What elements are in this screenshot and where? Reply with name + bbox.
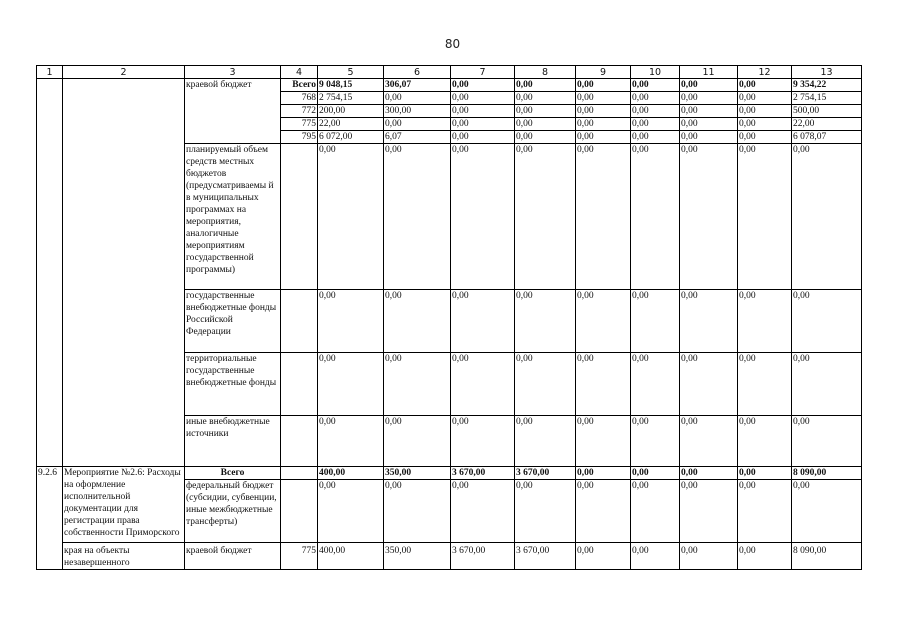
code-cell: 768 (281, 92, 318, 105)
value-cell: 0,00 (515, 353, 576, 416)
column-header: 5 (318, 66, 384, 79)
value-cell: 0,00 (680, 353, 738, 416)
value-cell: 0,00 (738, 92, 792, 105)
value-cell: 0,00 (451, 118, 515, 131)
value-cell: 200,00 (318, 105, 384, 118)
page-number: 80 (444, 37, 461, 51)
code-cell: Всего (281, 79, 318, 92)
value-cell: 0,00 (576, 131, 631, 144)
code-cell: 795 (281, 131, 318, 144)
value-cell: 0,00 (680, 416, 738, 467)
value-cell: 0,00 (738, 290, 792, 353)
column-header: 11 (680, 66, 738, 79)
value-cell: 0,00 (631, 92, 680, 105)
event-name: Мероприятие №2.6: Расходы на оформление исполнительной документации для регистрации права собственности Приморского (63, 467, 185, 543)
value-cell: 0,00 (680, 92, 738, 105)
value-cell: 6 072,00 (318, 131, 384, 144)
value-cell: 0,00 (680, 480, 738, 543)
value-cell: 9 048,15 (318, 79, 384, 92)
column-header: 1 (37, 66, 63, 79)
value-cell: 0,00 (451, 105, 515, 118)
column-header: 9 (576, 66, 631, 79)
value-cell: 0,00 (515, 92, 576, 105)
value-cell: 0,00 (515, 416, 576, 467)
value-cell: 22,00 (318, 118, 384, 131)
value-cell: 0,00 (384, 92, 451, 105)
code-cell: 772 (281, 105, 318, 118)
event-number: 9.2.6 (37, 467, 63, 570)
cell-name (63, 79, 185, 467)
column-header: 13 (792, 66, 862, 79)
value-cell: 0,00 (451, 144, 515, 290)
value-cell: 0,00 (631, 131, 680, 144)
value-cell: 9 354,22 (792, 79, 862, 92)
column-header: 12 (738, 66, 792, 79)
value-cell: 0,00 (318, 480, 384, 543)
value-cell: 3 670,00 (451, 467, 515, 480)
value-cell: 6,07 (384, 131, 451, 144)
value-cell: 3 670,00 (451, 543, 515, 570)
column-header: 10 (631, 66, 680, 79)
value-cell: 3 670,00 (515, 543, 576, 570)
value-cell: 2 754,15 (792, 92, 862, 105)
value-cell: 400,00 (318, 543, 384, 570)
value-cell: 8 090,00 (792, 543, 862, 570)
value-cell: 0,00 (631, 353, 680, 416)
value-cell: 0,00 (384, 118, 451, 131)
value-cell: 0,00 (451, 353, 515, 416)
code-cell (281, 416, 318, 467)
value-cell: 2 754,15 (318, 92, 384, 105)
value-cell: 0,00 (576, 416, 631, 467)
value-cell: 0,00 (631, 290, 680, 353)
source-label: территориальные государственные внебюджетные фонды (185, 353, 281, 416)
value-cell: 0,00 (384, 480, 451, 543)
code-cell: 775 (281, 118, 318, 131)
value-cell: 6 078,07 (792, 131, 862, 144)
value-cell: 0,00 (451, 290, 515, 353)
value-cell: 0,00 (576, 467, 631, 480)
column-header: 4 (281, 66, 318, 79)
table-row (37, 467, 862, 480)
value-cell: 0,00 (451, 92, 515, 105)
value-cell: 300,00 (384, 105, 451, 118)
code-cell (281, 290, 318, 353)
value-cell: 0,00 (576, 480, 631, 543)
value-cell: 0,00 (738, 416, 792, 467)
value-cell: 0,00 (318, 144, 384, 290)
value-cell: 0,00 (738, 467, 792, 480)
value-cell: 0,00 (451, 131, 515, 144)
value-cell: 0,00 (680, 467, 738, 480)
code-cell (281, 480, 318, 543)
value-cell: 0,00 (451, 79, 515, 92)
value-cell: 0,00 (515, 480, 576, 543)
source-label: планируемый объем средств местных бюджетов (предусматриваемы й в муниципальных программах на мероприятия, аналогичные мероприятиям государственной программы) (185, 144, 281, 290)
value-cell: 0,00 (792, 353, 862, 416)
value-cell: 0,00 (515, 131, 576, 144)
code-cell (281, 467, 318, 480)
value-cell: 0,00 (631, 79, 680, 92)
cell-number (37, 79, 63, 467)
value-cell: 0,00 (680, 105, 738, 118)
source-label: федеральный бюджет (субсидии, субвенции, иные межбюджетные трансферты) (185, 480, 281, 543)
value-cell: 0,00 (515, 79, 576, 92)
value-cell: 0,00 (451, 416, 515, 467)
value-cell: 0,00 (738, 79, 792, 92)
code-cell (281, 144, 318, 290)
value-cell: 0,00 (680, 118, 738, 131)
value-cell: 0,00 (451, 480, 515, 543)
code-cell (281, 353, 318, 416)
value-cell: 0,00 (680, 543, 738, 570)
value-cell: 22,00 (792, 118, 862, 131)
value-cell: 0,00 (515, 118, 576, 131)
value-cell: 306,07 (384, 79, 451, 92)
value-cell: 0,00 (576, 118, 631, 131)
value-cell: 0,00 (792, 290, 862, 353)
value-cell: 0,00 (515, 105, 576, 118)
value-cell: 3 670,00 (515, 467, 576, 480)
value-cell: 0,00 (792, 144, 862, 290)
value-cell: 0,00 (318, 353, 384, 416)
source-label: краевой бюджет (185, 79, 281, 144)
value-cell: 0,00 (631, 105, 680, 118)
value-cell: 0,00 (576, 353, 631, 416)
value-cell: 0,00 (318, 416, 384, 467)
value-cell: 0,00 (738, 118, 792, 131)
table-row (37, 543, 862, 570)
value-cell: 350,00 (384, 543, 451, 570)
value-cell: 0,00 (631, 144, 680, 290)
value-cell: 0,00 (384, 353, 451, 416)
value-cell: 0,00 (738, 105, 792, 118)
source-label: Всего (185, 467, 281, 480)
event-name-continued: края на объекты незавершенного (63, 543, 185, 570)
budget-table (36, 65, 862, 570)
value-cell: 500,00 (792, 105, 862, 118)
source-label: государственные внебюджетные фонды Российской Федерации (185, 290, 281, 353)
value-cell: 350,00 (384, 467, 451, 480)
column-header: 7 (451, 66, 515, 79)
value-cell: 0,00 (515, 144, 576, 290)
value-cell: 0,00 (680, 290, 738, 353)
value-cell: 0,00 (576, 144, 631, 290)
value-cell: 0,00 (738, 131, 792, 144)
value-cell: 0,00 (384, 144, 451, 290)
value-cell: 0,00 (576, 105, 631, 118)
source-label: краевой бюджет (185, 543, 281, 570)
column-header: 8 (515, 66, 576, 79)
value-cell: 0,00 (680, 144, 738, 290)
value-cell: 400,00 (318, 467, 384, 480)
header-row (37, 66, 862, 79)
value-cell: 0,00 (576, 290, 631, 353)
value-cell: 0,00 (384, 416, 451, 467)
value-cell: 0,00 (384, 290, 451, 353)
value-cell: 0,00 (738, 543, 792, 570)
value-cell: 0,00 (631, 467, 680, 480)
value-cell: 0,00 (631, 543, 680, 570)
value-cell: 0,00 (792, 480, 862, 543)
value-cell: 0,00 (576, 79, 631, 92)
value-cell: 0,00 (680, 131, 738, 144)
value-cell: 0,00 (792, 416, 862, 467)
table-row (37, 79, 862, 92)
value-cell: 0,00 (515, 290, 576, 353)
value-cell: 0,00 (680, 79, 738, 92)
column-header: 6 (384, 66, 451, 79)
column-header: 2 (63, 66, 185, 79)
value-cell: 0,00 (576, 543, 631, 570)
value-cell: 0,00 (631, 416, 680, 467)
value-cell: 0,00 (738, 480, 792, 543)
value-cell: 0,00 (631, 118, 680, 131)
value-cell: 0,00 (318, 290, 384, 353)
value-cell: 0,00 (576, 92, 631, 105)
code-cell: 775 (281, 543, 318, 570)
source-label: иные внебюджетные источники (185, 416, 281, 467)
column-header: 3 (185, 66, 281, 79)
value-cell: 0,00 (738, 353, 792, 416)
value-cell: 0,00 (631, 480, 680, 543)
value-cell: 8 090,00 (792, 467, 862, 480)
value-cell: 0,00 (738, 144, 792, 290)
